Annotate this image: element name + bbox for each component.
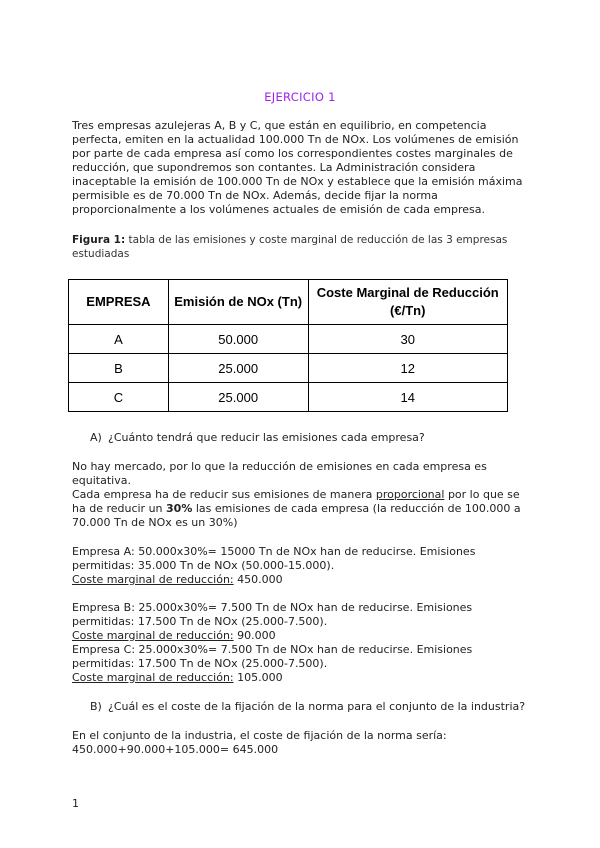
table-row — [69, 325, 508, 354]
emissions-table — [68, 279, 508, 412]
empresa-c-cost — [72, 671, 530, 685]
question-b-label: B) — [90, 700, 102, 713]
question-a — [90, 431, 530, 445]
empresa-a-text: Empresa A: 50.000x30%= 15000 Tn de NOx han de reducirse. Emisiones permitidas: 35.000 Tn de NOx (50.000-15.000). — [72, 545, 476, 572]
empresa-a-cost — [72, 573, 530, 587]
empresa-c-text: Empresa C: 25.000x30%= 7.500 Tn de NOx han de reducirse. Emisiones permitidas: 17.500 Tn de NOx (25.000-7.500). — [72, 643, 473, 670]
empresa-bc-block — [72, 601, 530, 685]
answer-a-line1: No hay mercado, por lo que la reducción de emisiones en cada empresa es equitativa. — [72, 460, 487, 487]
empresa-b-text: Empresa B: 25.000x30%= 7.500 Tn de NOx han de reducirse. Emisiones permitidas: 17.500 Tn de NOx (25.000-7.500). — [72, 601, 473, 628]
table-cell-cost: 14 — [308, 383, 508, 412]
empresa-b-cost-label: Coste marginal de reducción: — [72, 629, 234, 642]
question-b-text: ¿Cuál es el coste de la fijación de la norma para el conjunto de la industria? — [108, 700, 526, 713]
exercise-title: EJERCICIO 1 — [264, 90, 336, 104]
table-header-cost: Coste Marginal de Reducción (€/Tn) — [308, 280, 508, 325]
table-cell-company: C — [69, 383, 169, 412]
answer-a — [72, 460, 530, 530]
answer-b-line1: En el conjunto de la industria, el coste de fijación de la norma sería: — [72, 729, 447, 742]
table-cell-cost: 12 — [308, 354, 508, 383]
answer-a-text-1: Cada empresa ha de reducir sus emisiones de manera — [72, 488, 376, 501]
answer-a-text-2: por lo que se ha de reducir un — [72, 488, 520, 515]
empresa-a-cost-value: 450.000 — [233, 573, 283, 586]
figure-caption — [72, 233, 530, 261]
table-row — [69, 354, 508, 383]
question-a-label: A) — [90, 431, 102, 444]
empresa-c-cost-value: 105.000 — [233, 671, 283, 684]
figure-label: Figura 1: — [72, 234, 126, 246]
answer-a-text-3: las emisiones de cada empresa (la reducción de 100.000 a 70.000 Tn de NOx es un 30%) — [72, 502, 521, 529]
empresa-b-cost-value: 90.000 — [233, 629, 276, 642]
answer-b-line2: 450.000+90.000+105.000= 645.000 — [72, 743, 279, 756]
empresa-a-cost-label: Coste marginal de reducción: — [72, 573, 234, 586]
figure-caption-text: tabla de las emisiones y coste marginal de reducción de las 3 empresas estudiadas — [72, 234, 508, 260]
answer-a-underlined: proporcional — [375, 488, 445, 501]
question-b — [90, 700, 530, 714]
empresa-a-block — [72, 545, 530, 587]
table-cell-emission: 50.000 — [168, 325, 308, 354]
question-a-text: ¿Cuánto tendrá que reducir las emisiones cada empresa? — [108, 431, 425, 444]
answer-a-line2 — [72, 488, 530, 530]
table-row — [69, 383, 508, 412]
page-number: 1 — [72, 797, 79, 810]
table-cell-company: B — [69, 354, 169, 383]
table-header-emission: Emisión de NOx (Tn) — [168, 280, 308, 325]
intro-paragraph: Tres empresas azulejeras A, B y C, que están en equilibrio, en competencia perfecta, emiten en la actualidad 100.000 Tn de NOx. Los volúmenes de emisión por parte de cada empresa así como los correspondientes costes marginales de reducción, que supondremos son contantes. La Administración considera inaceptable la emisión de 100.000 Tn de NOx y establece que la emisión máxima permisible es de 70.000 Tn de NOx. Además, decide fijar la norma proporcionalmente a los volúmenes actuales de emisión de cada empresa. — [72, 119, 523, 216]
table-cell-emission: 25.000 — [168, 383, 308, 412]
empresa-b-cost — [72, 629, 530, 643]
table-cell-emission: 25.000 — [168, 354, 308, 383]
table-cell-company: A — [69, 325, 169, 354]
table-header-row — [69, 280, 508, 325]
empresa-c-cost-label: Coste marginal de reducción: — [72, 671, 234, 684]
table-header-company: EMPRESA — [69, 280, 169, 325]
table-cell-cost: 30 — [308, 325, 508, 354]
answer-b — [72, 729, 530, 757]
answer-a-bold: 30% — [166, 502, 193, 515]
